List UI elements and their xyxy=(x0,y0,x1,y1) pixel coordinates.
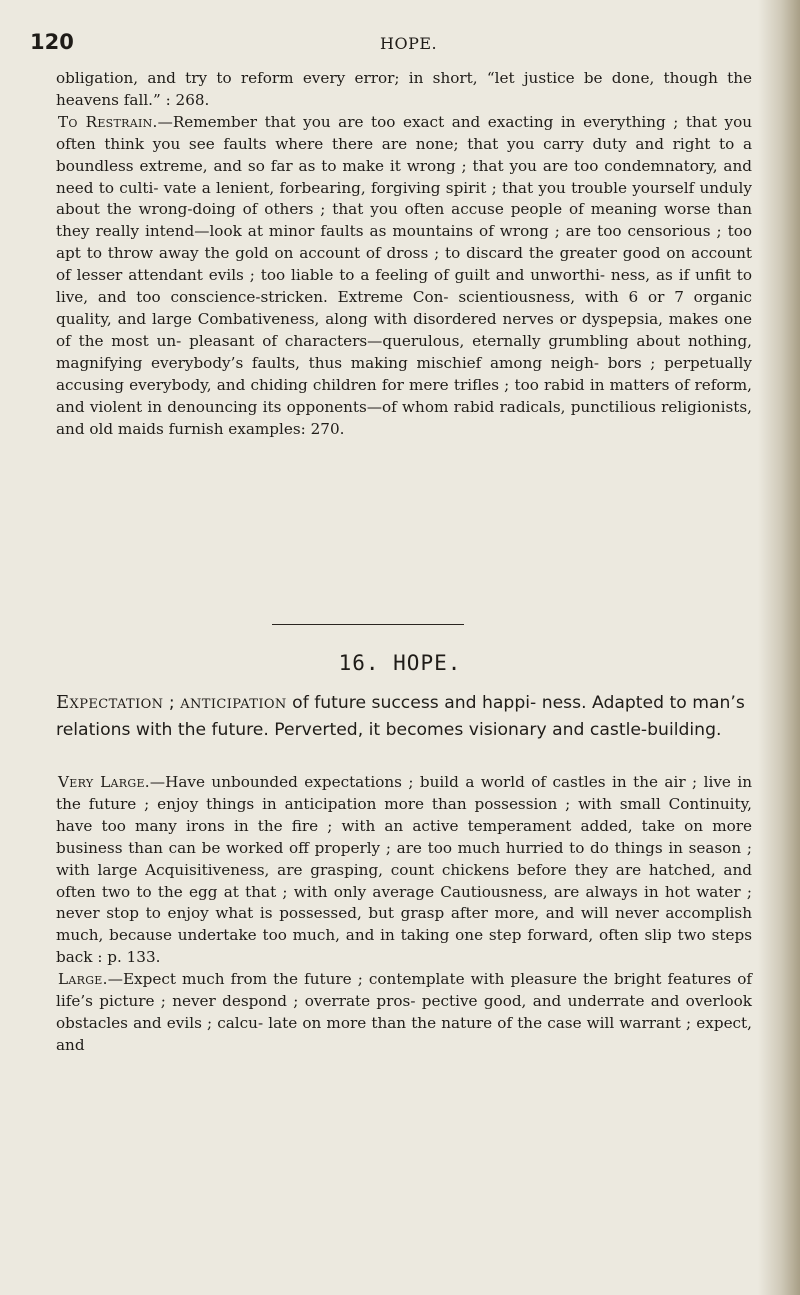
section-definition xyxy=(56,689,752,744)
term-very-large: Very Large. xyxy=(58,773,150,791)
hope-entries xyxy=(56,772,752,1057)
section-heading: 16. HOPE. xyxy=(338,651,462,675)
restrain-text: —Remember that you are too exact and exacting in everything ; that you often think you see faults where there are none; that you carry duty and right to a boundless extreme, and so far as to make it wrong ; that you are too condemnatory, and need to culti- vate a lenient, forbearing, forgiving spirit ; that you trouble yourself unduly about the wrong-doing of others ; that you often accuse people of meaning worse than they really intend—look at minor faults as mountains of wrong ; are too censorious ; too apt to throw away the gold on account of dross ; to discard the greater good on account of lesser attendant evils ; too liable to a feeling of guilt and unworthi- ness, as if unfit to live, and too conscience-stricken. Extreme Con- scientiousness, with 6 or 7 organic quality, and large Combativeness, along with disordered nerves or dyspepsia, makes one of the most un- pleasant of characters—querulous, eternally grumbling about nothing, magnifying everybody’s faults, thus making mischief among neigh- bors ; perpetually accusing everybody, and chiding children for mere trifles ; too rabid in matters of reform, and violent in denouncing its opponents—of whom rabid radicals, punctilious religionists, and old maids furnish examples: 270. xyxy=(56,112,753,438)
paragraph-restrain xyxy=(56,112,752,441)
running-head: HOPE. xyxy=(380,34,438,53)
page-number: 120 xyxy=(30,30,74,54)
term-expectation: Expectation xyxy=(56,692,164,713)
page-edge-shadow xyxy=(758,0,800,1295)
term-large: Large. xyxy=(58,970,108,989)
definition-text: of future success and happi- ness. Adapted to man’s relations with the future. Perverted, it becomes visionary and castle-building. xyxy=(56,693,745,740)
term-restrain: To Restrain. xyxy=(58,112,158,131)
definition-separator: ; xyxy=(163,693,181,713)
page-header xyxy=(30,22,750,58)
section-divider xyxy=(272,624,464,625)
paragraph-obligation: obligation, and try to reform every error; in short, “let justice be done, though the heavens fall.” : 268. xyxy=(56,69,752,109)
entry-very-large xyxy=(56,772,752,969)
definition-paragraph xyxy=(56,689,752,744)
entry-large xyxy=(56,969,752,1057)
previous-section-text xyxy=(56,68,752,440)
term-anticipation: anticipation xyxy=(180,692,287,713)
very-large-text: —Have unbounded expectations ; build a world of castles in the air ; live in the future ; enjoy things in anticipation more than possession ; with small Continuity, have too many irons in the fire ; with an active temperament added, take on more business than can be worked off properly ; are too much hurried to do things in season ; with large Acquisitiveness, are grasping, count chickens before they are hatched, and often two to the egg at that ; with only average Cautiousness, are always in hot water ; never stop to enjoy what is possessed, but grasp after more, and will never accomplish much, because undertake too much, and in taking one step forward, often slip two steps back : p. 133. xyxy=(56,773,752,967)
large-text: —Expect much from the future ; contemplate with pleasure the bright features of life’s picture ; never despond ; overrate pros- pective good, and underrate and overlook obstacles and evils ; calcu- late on more than the nature of the case will warrant ; expect, and xyxy=(56,970,752,1054)
